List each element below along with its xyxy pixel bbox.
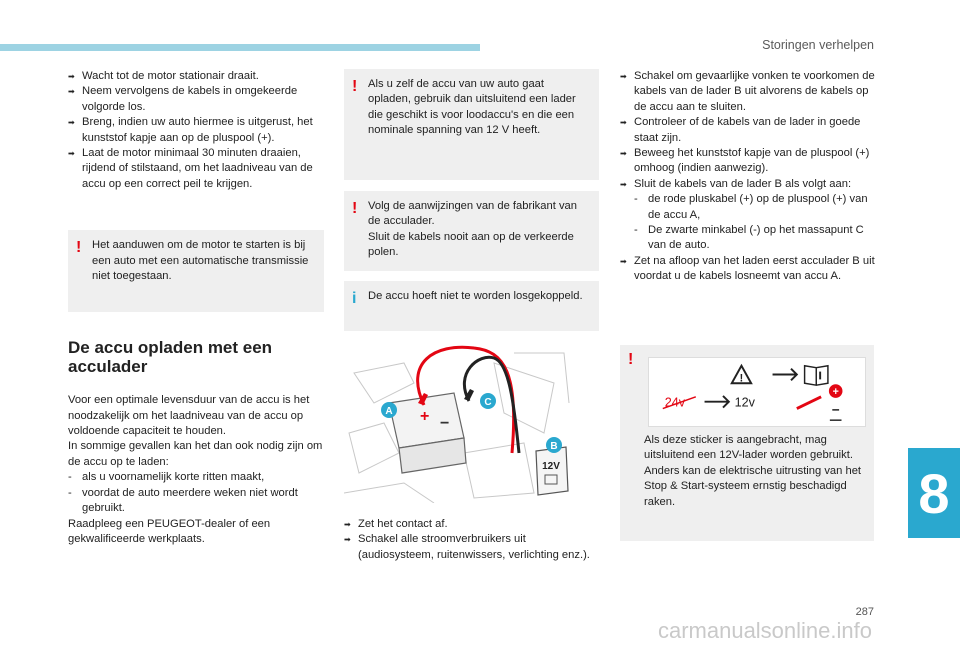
bullet-icon: ➡	[620, 149, 627, 159]
sticker-12v: 12v	[734, 395, 756, 410]
bullet-icon: ➡	[68, 72, 75, 81]
label-a: A	[385, 406, 393, 417]
section-title: Storingen verhelpen	[762, 38, 874, 52]
list-item: ➡ Zet na afloop van het laden eerst acculader B uit voordat u de kabels losneemt van accu A.	[620, 254, 876, 285]
column-middle	[344, 69, 599, 331]
label-c: C	[484, 397, 492, 408]
column-left	[68, 69, 324, 547]
arrow-icon	[773, 369, 797, 381]
chapter-tab: 8	[908, 448, 960, 538]
warning-icon: !	[76, 239, 82, 257]
manual-book-icon	[805, 366, 828, 385]
sticker-24v: 24v	[664, 395, 686, 410]
warning-box: ! Volg de aanwijzingen van de fabrikant van de acculader. Sluit de kabels nooit aan op de verkeerde polen.	[344, 191, 599, 271]
info-box: i De accu hoeft niet te worden losgekoppeld.	[344, 281, 599, 331]
battery-a	[389, 393, 466, 473]
list-item: - De zwarte minkabel (-) op het massapunt C van de auto.	[634, 224, 864, 252]
warning-icon: !	[352, 200, 358, 217]
charger-voltage: 12V	[542, 461, 560, 472]
list-item: ➡ Beweeg het kunststof kapje van de pluspool (+) omhoog (indien aanwezig).	[620, 146, 876, 177]
bullet-icon: ➡	[68, 87, 75, 97]
bullet-icon: ➡	[620, 256, 627, 266]
section-heading: De accu opladen met een acculader	[68, 338, 273, 377]
bullet-icon: ➡	[68, 149, 75, 159]
label-b: B	[550, 441, 558, 452]
list-item: ➡ Schakel om gevaarlijke vonken te voorkomen de kabels van de lader B uit alvorens de kabels op de accu aan te sluiten.	[620, 69, 876, 115]
red-clamp-icon	[797, 397, 821, 409]
bullet-icon: ➡	[344, 535, 351, 545]
sticker-plus: +	[832, 385, 839, 398]
list-item: ➡ Wacht tot de motor stationair draait.	[68, 69, 324, 84]
plus-terminal-sign: +	[420, 408, 430, 425]
info-icon: i	[352, 290, 357, 307]
bullet-icon: ➡	[620, 72, 627, 81]
bullet-icon: ➡	[620, 179, 627, 189]
sticker-description: Als deze sticker is aangebracht, mag uitsluitend een 12V-lader worden gebruikt. Anders kan de elektrische uitrusting van het Stop & Start-systeem ernstig beschadigd raken.	[644, 434, 862, 508]
bullet-icon: ➡	[620, 118, 627, 128]
list-item: ➡ Controleer of de kabels van de lader in goede staat zijn.	[620, 115, 876, 146]
top-accent-bar	[0, 44, 480, 51]
page-number: 287	[855, 606, 874, 618]
list-item: ➡ Sluit de kabels van de lader B als volgt aan:	[620, 177, 876, 192]
list-item: ➡ Schakel alle stroomverbruikers uit (audiosysteem, ruitenwissers, verlichting enz.).	[344, 532, 599, 563]
battery-charger-illustration	[344, 343, 570, 503]
12v-charger-sticker	[648, 357, 866, 427]
minus-terminal-sign: −	[440, 415, 450, 432]
warning-icon: !	[628, 351, 634, 368]
list-item: - als u voornamelijk korte ritten maakt,	[68, 471, 265, 484]
list-item: ➡ Breng, indien uw auto hiermee is uitgerust, het kunststof kapje aan op de pluspool (+).	[68, 115, 324, 146]
list-item: ➡ Neem vervolgens de kabels in omgekeerde volgorde los.	[68, 84, 324, 115]
list-item: - voordat de auto meerdere weken niet wordt gebruikt.	[68, 486, 298, 515]
sticker-minus: −	[831, 402, 840, 418]
column-right	[620, 69, 876, 285]
column-middle-list	[344, 517, 599, 563]
warning-icon: !	[352, 78, 358, 95]
paragraph: Voor een optimale levensduur van de accu is het noodzakelijk om het laadniveau van de accu op voldoende capaciteit te houden.	[68, 394, 310, 438]
arrow-icon	[705, 396, 729, 408]
warning-box: ! Als u zelf de accu van uw auto gaat opladen, gebruik dan uitsluitend een lader die geschikt is voor loodaccu's en die een nominale spanning van 12 V heeft.	[344, 69, 599, 180]
list-item: - de rode pluskabel (+) op de pluspool (+) van de accu A,	[634, 193, 868, 221]
paragraph: Raadpleeg een PEUGEOT-dealer of een gekwalificeerde werkplaats.	[68, 517, 271, 545]
warning-box: ! Het aanduwen om de motor te starten is bij een auto met een automatische transmissie niet toegestaan.	[68, 230, 324, 312]
list-item: ➡ Laat de motor minimaal 30 minuten draaien, rijdend of stilstaand, om het laadniveau van de accu op een correct peil te krijgen.	[68, 146, 324, 192]
watermark: carmanualsonline.info	[657, 618, 872, 643]
paragraph: In sommige gevallen kan het dan ook nodig zijn om de accu op te laden:	[68, 440, 323, 468]
bullet-icon: ➡	[344, 520, 351, 529]
sticker-warning-box	[620, 345, 874, 541]
list-item: ➡ Zet het contact af.	[344, 517, 599, 532]
bullet-icon: ➡	[68, 118, 75, 128]
sticker-warning-symbol: !	[739, 372, 744, 385]
